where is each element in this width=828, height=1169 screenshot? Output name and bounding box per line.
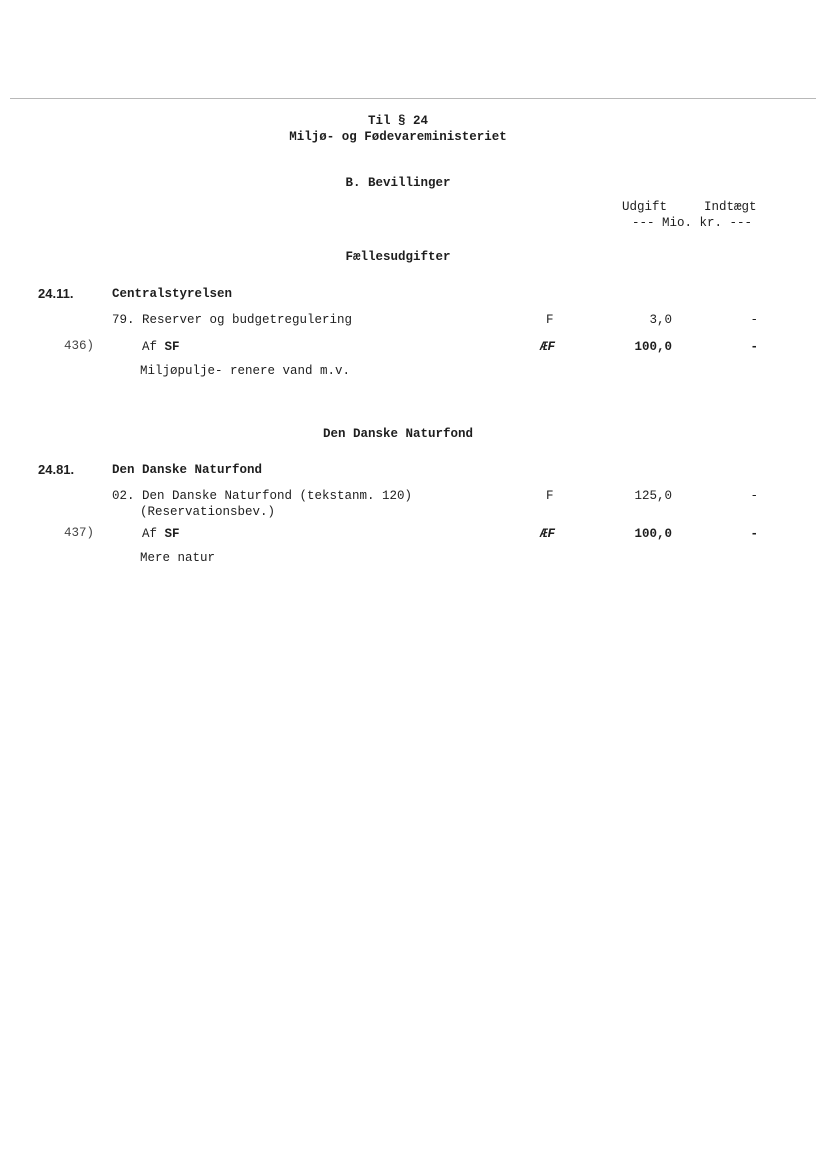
change-udgift: 100,0	[634, 340, 672, 354]
change-text-party: SF	[164, 527, 180, 541]
budget-line-udgift: 125,0	[634, 489, 672, 503]
account-name: Centralstyrelsen	[112, 287, 233, 301]
top-rule	[10, 98, 816, 99]
budget-line-code: F	[546, 489, 554, 503]
change-code: ÆF	[540, 527, 556, 541]
column-header-indtaegt: Indtægt	[704, 200, 757, 214]
budget-line-udgift: 3,0	[649, 313, 672, 327]
section-heading: Den Danske Naturfond	[322, 427, 474, 441]
budget-line-code: F	[546, 313, 554, 327]
account-number: 24.11.	[38, 286, 74, 301]
change-text-prefix: Af	[142, 340, 165, 354]
title-line-1: Til § 24	[367, 114, 428, 128]
change-note: Mere natur	[140, 551, 216, 565]
column-header-udgift: Udgift	[622, 200, 668, 214]
change-indtaegt: -	[750, 527, 758, 541]
change-reference: 436)	[64, 339, 95, 353]
change-text	[142, 527, 180, 541]
change-text-party: SF	[164, 340, 180, 354]
section-heading: Fællesudgifter	[345, 250, 451, 264]
account-number: 24.81.	[38, 462, 75, 477]
change-text	[142, 340, 180, 354]
change-reference: 437)	[64, 526, 95, 540]
subtitle: B. Bevillinger	[345, 176, 451, 190]
budget-line-text-2: (Reservationsbev.)	[140, 505, 276, 519]
change-udgift: 100,0	[634, 527, 672, 541]
unit-line: --- Mio. kr. ---	[632, 216, 753, 230]
budget-line-indtaegt: -	[750, 313, 758, 327]
title-line-2: Miljø- og Fødevareministeriet	[289, 130, 507, 144]
change-code: ÆF	[540, 340, 556, 354]
account-name: Den Danske Naturfond	[112, 463, 263, 477]
change-indtaegt: -	[750, 340, 758, 354]
budget-line-indtaegt: -	[750, 489, 758, 503]
budget-line-text: 79. Reserver og budgetregulering	[112, 313, 353, 327]
change-text-prefix: Af	[142, 527, 165, 541]
budget-line-text: 02. Den Danske Naturfond (tekstanm. 120)	[112, 489, 413, 503]
change-note: Miljøpulje- renere vand m.v.	[140, 364, 351, 378]
